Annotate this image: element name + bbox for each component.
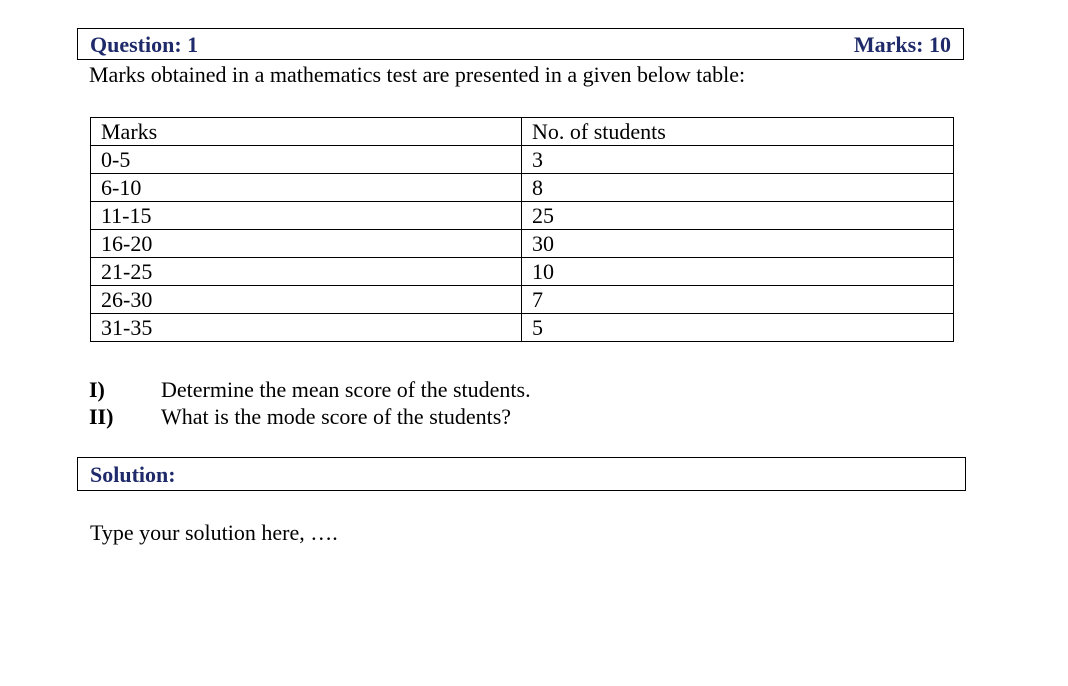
sub-question-number: I) bbox=[89, 377, 105, 402]
table-cell-marks: 31-35 bbox=[91, 314, 522, 342]
table-cell-students: 3 bbox=[522, 146, 954, 174]
table-row bbox=[91, 202, 954, 230]
sub-question-1 bbox=[89, 376, 531, 403]
marks-table bbox=[90, 117, 954, 342]
column-header-marks: Marks bbox=[91, 118, 522, 146]
table-cell-students: 30 bbox=[522, 230, 954, 258]
table-cell-students: 25 bbox=[522, 202, 954, 230]
solution-input-area[interactable]: Type your solution here, …. bbox=[90, 520, 338, 545]
solution-header bbox=[77, 457, 966, 491]
table-row bbox=[91, 314, 954, 342]
question-intro: Marks obtained in a mathematics test are presented in a given below table: bbox=[89, 62, 746, 87]
table-row bbox=[91, 258, 954, 286]
table-cell-marks: 16-20 bbox=[91, 230, 522, 258]
sub-question-text: Determine the mean score of the students. bbox=[161, 377, 531, 402]
sub-question-number: II) bbox=[89, 404, 114, 429]
table-row bbox=[91, 174, 954, 202]
table-row bbox=[91, 286, 954, 314]
column-header-students: No. of students bbox=[522, 118, 954, 146]
table-cell-students: 8 bbox=[522, 174, 954, 202]
question-marks: Marks: 10 bbox=[853, 32, 951, 57]
table-cell-students: 5 bbox=[522, 314, 954, 342]
table-cell-marks: 6-10 bbox=[91, 174, 522, 202]
table-cell-students: 7 bbox=[522, 286, 954, 314]
table-cell-marks: 26-30 bbox=[91, 286, 522, 314]
solution-label: Solution: bbox=[90, 462, 176, 487]
table-cell-students: 10 bbox=[522, 258, 954, 286]
sub-question-2 bbox=[89, 403, 531, 430]
table-row bbox=[91, 230, 954, 258]
question-header bbox=[77, 28, 964, 60]
table-cell-marks: 0-5 bbox=[91, 146, 522, 174]
table-cell-marks: 11-15 bbox=[91, 202, 522, 230]
sub-questions bbox=[89, 376, 531, 430]
sub-question-text: What is the mode score of the students? bbox=[161, 404, 512, 429]
table-header-row bbox=[91, 118, 954, 146]
table-row bbox=[91, 146, 954, 174]
question-title: Question: 1 bbox=[90, 32, 199, 57]
table-cell-marks: 21-25 bbox=[91, 258, 522, 286]
